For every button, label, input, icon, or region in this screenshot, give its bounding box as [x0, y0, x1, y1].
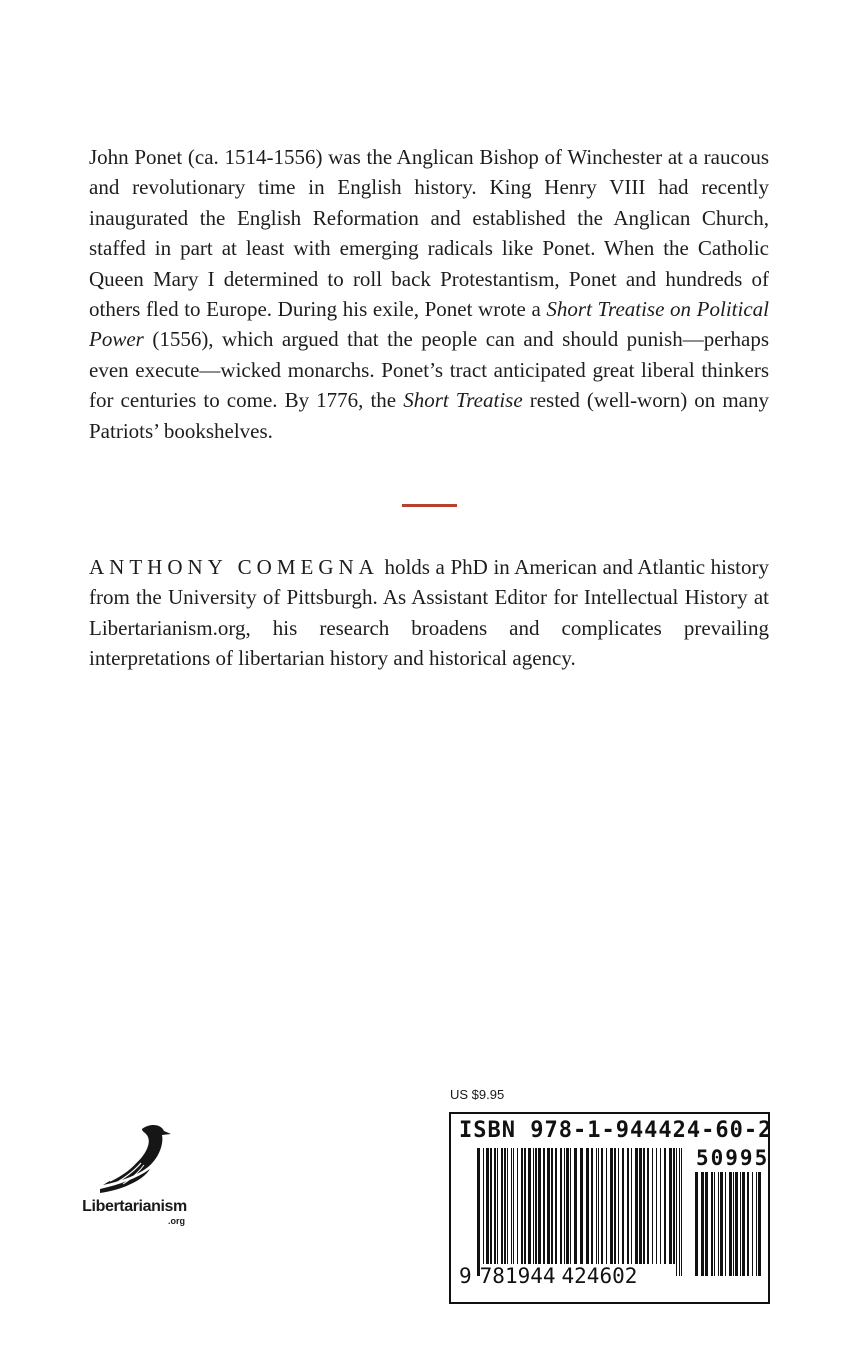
barcode-bar — [610, 1148, 613, 1264]
barcode-bar — [591, 1148, 593, 1264]
barcode-bar — [507, 1148, 508, 1264]
barcode-bar — [511, 1148, 512, 1264]
barcode-bar — [618, 1148, 619, 1264]
barcode-bar — [676, 1148, 677, 1276]
section-divider — [402, 504, 457, 507]
publisher-name: Libertarianism — [82, 1198, 187, 1215]
barcode-bar — [570, 1148, 571, 1264]
barcode-bar — [513, 1148, 514, 1264]
barcode-bar — [647, 1148, 649, 1264]
barcode-bar — [580, 1148, 583, 1276]
barcode-bar — [758, 1172, 761, 1276]
price-code: 50995 — [696, 1146, 770, 1170]
barcode-bar — [679, 1148, 680, 1276]
barcode-bar — [729, 1172, 732, 1276]
barcode-bar — [656, 1148, 657, 1264]
author-bio — [89, 552, 769, 674]
barcode-bar — [643, 1148, 645, 1264]
barcode-bar — [521, 1148, 523, 1264]
ean-left-group: 781944 — [479, 1264, 556, 1288]
book-title-short: Short Treatise — [403, 388, 523, 413]
barcode-bar — [747, 1172, 749, 1276]
barcode-bar — [635, 1148, 638, 1264]
bird-swoosh-icon — [98, 1115, 178, 1200]
barcode-bar — [504, 1148, 506, 1264]
barcode-bar — [566, 1148, 569, 1264]
barcode-bar — [639, 1148, 642, 1264]
barcode-bar — [735, 1172, 738, 1276]
barcode-bar — [720, 1172, 723, 1276]
blurb-text-2: (1556), which argued that the people can and should punish—perhaps even execute—wicked monarchs. Ponet’s tract anticipated great liberal thinkers for centuries to come. By 1776, the — [89, 327, 769, 413]
barcode-bar — [528, 1148, 531, 1264]
barcode-bar — [586, 1148, 589, 1276]
barcode-bar — [564, 1148, 565, 1264]
barcode-bar — [701, 1172, 704, 1276]
barcode-bar — [631, 1148, 632, 1264]
ean-lead-digit: 9 — [459, 1264, 472, 1288]
barcode-bar — [560, 1148, 562, 1264]
barcode-bar — [664, 1148, 666, 1264]
barcode-bar — [497, 1148, 498, 1264]
barcode-bar — [622, 1148, 624, 1264]
barcode-bar — [543, 1148, 545, 1264]
barcode-bar — [733, 1172, 734, 1276]
barcode-bar — [627, 1148, 629, 1264]
isbn-barcode — [449, 1112, 773, 1304]
publisher-logo — [72, 1115, 197, 1250]
ean-digits — [459, 1264, 637, 1288]
barcode-bar — [517, 1148, 518, 1264]
barcode-bar — [705, 1172, 708, 1276]
blurb-text-3: rested (well-worn) on many Patriots’ bookshelves. — [89, 388, 769, 443]
barcode-bar — [547, 1148, 550, 1264]
barcode-bar — [742, 1172, 745, 1276]
barcode-bar — [601, 1148, 603, 1264]
barcode-bar — [660, 1148, 661, 1264]
barcode-bar — [486, 1148, 489, 1264]
barcode-bar — [714, 1172, 715, 1276]
barcode-bar — [652, 1148, 653, 1264]
barcode-bar — [740, 1172, 741, 1276]
barcode-bar — [483, 1148, 484, 1276]
barcode-bar — [501, 1148, 503, 1264]
barcode-bar — [535, 1148, 537, 1264]
barcode-bar — [598, 1148, 599, 1264]
barcode-bar — [555, 1148, 557, 1264]
barcode-bar — [606, 1148, 607, 1264]
ean-right-group: 424602 — [561, 1264, 638, 1288]
barcode-bar — [695, 1172, 698, 1276]
isbn-number: ISBN 978-1-944424-60-2 — [459, 1118, 773, 1143]
book-title-full: Short Treatise on Political Power — [89, 297, 769, 352]
barcode-bar — [538, 1148, 541, 1264]
barcode-bar — [574, 1148, 577, 1264]
barcode-bar — [752, 1172, 753, 1276]
barcode-bar — [524, 1148, 526, 1264]
author-name: ANTHONY COMEGNA — [89, 555, 379, 579]
barcode-bar — [669, 1148, 672, 1264]
barcode-bar — [756, 1172, 757, 1276]
barcode-bar — [725, 1172, 726, 1276]
barcode-bar — [673, 1148, 675, 1264]
barcode-bar — [494, 1148, 496, 1264]
price-label: US $9.95 — [450, 1087, 505, 1102]
barcode-bar — [614, 1148, 616, 1264]
barcode-bar — [477, 1148, 480, 1276]
back-cover-blurb — [89, 142, 769, 446]
barcode-bar — [533, 1148, 534, 1264]
blurb-text-1: John Ponet (ca. 1514-1556) was the Anglican Bishop of Winchester at a raucous and revolutionary time in English history. King Henry VIII had recently inaugurated the English Reformation and established the Anglican Church, staffed in part at least with emerging radicals like Ponet. When the Catholic Queen Mary I determined to roll back Protestantism, Ponet and hundreds of others fled to Europe. During his exile, Ponet wrote a — [89, 145, 769, 322]
publisher-tld: .org — [168, 1216, 185, 1226]
author-bio-text: holds a PhD in American and Atlantic history from the University of Pittsburgh. As Assistant Editor for Intellectual History at Libertarianism.org, his research broadens and complicates prevailing interpretations of libertarian history and historical agency. — [89, 555, 769, 671]
barcode-bar — [490, 1148, 492, 1264]
barcode-bar — [718, 1172, 719, 1276]
barcode-bar — [551, 1148, 553, 1264]
barcode-bar — [681, 1148, 682, 1276]
barcode-bar — [711, 1172, 713, 1276]
barcode-bar — [596, 1148, 597, 1264]
